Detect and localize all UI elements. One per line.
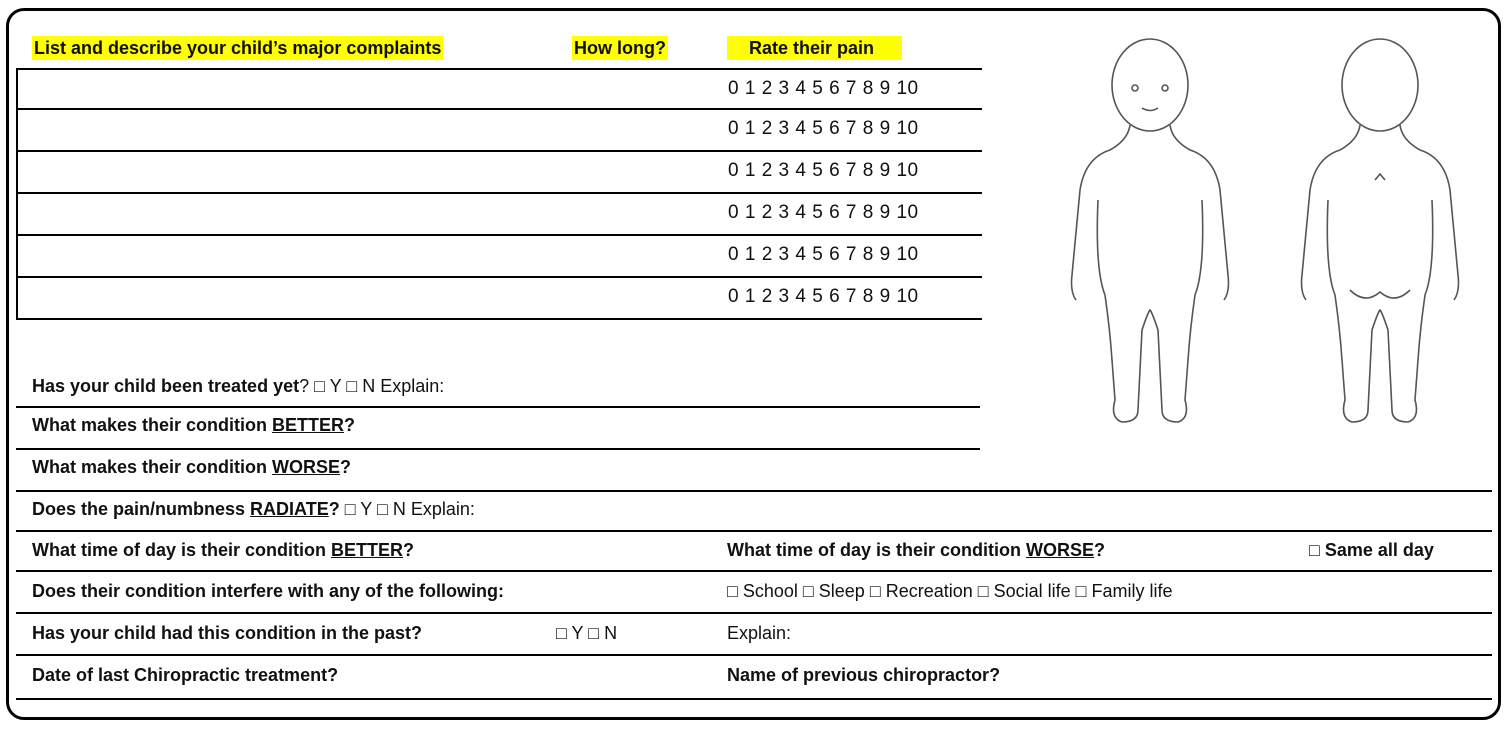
complaint-row[interactable] <box>18 152 982 194</box>
complaint-row[interactable] <box>18 110 982 152</box>
better-question: What makes their condition BETTER? <box>32 415 356 435</box>
front-body-figure <box>1072 39 1229 422</box>
pain-scale[interactable]: 0 1 2 3 4 5 6 7 8 9 10 <box>728 118 919 139</box>
last-treatment-question: Date of last Chiropractic treatment? <box>32 665 339 685</box>
time-better-question: What time of day is their condition BETTER? <box>32 540 415 560</box>
divider <box>16 490 1492 492</box>
complaint-row[interactable] <box>18 278 982 320</box>
pain-scale[interactable]: 0 1 2 3 4 5 6 7 8 9 10 <box>728 202 919 223</box>
same-all-day-checkbox[interactable]: □ Same all day <box>1309 540 1434 560</box>
past-options[interactable]: □ Y □ N <box>556 623 618 643</box>
divider <box>16 530 1492 532</box>
divider <box>16 612 1492 614</box>
complaint-row[interactable] <box>18 194 982 236</box>
divider <box>16 406 980 408</box>
pain-scale[interactable]: 0 1 2 3 4 5 6 7 8 9 10 <box>728 78 919 99</box>
divider <box>16 698 1492 700</box>
treated-question: Has your child been treated yet? □ Y □ N Explain: <box>32 376 445 396</box>
pain-scale[interactable]: 0 1 2 3 4 5 6 7 8 9 10 <box>728 160 919 181</box>
previous-chiropractor-question: Name of previous chiropractor? <box>727 665 1001 685</box>
treated-options[interactable]: □ Y □ N Explain: <box>314 376 445 396</box>
rate-pain-header: Rate their pain <box>727 36 902 60</box>
pain-scale[interactable]: 0 1 2 3 4 5 6 7 8 9 10 <box>728 244 919 265</box>
pain-scale[interactable]: 0 1 2 3 4 5 6 7 8 9 10 <box>728 286 919 307</box>
divider <box>16 654 1492 656</box>
divider <box>16 570 1492 572</box>
time-worse-question: What time of day is their condition WORSE? <box>727 540 1106 560</box>
complaint-row[interactable] <box>18 68 982 110</box>
radiate-options[interactable]: □ Y □ N Explain: <box>344 499 475 519</box>
complaints-header: List and describe your child’s major complaints <box>34 38 442 58</box>
complaints-table <box>16 68 982 320</box>
divider <box>16 448 980 450</box>
worse-question: What makes their condition WORSE? <box>32 457 352 477</box>
radiate-question: Does the pain/numbness RADIATE? □ Y □ N Explain: <box>32 499 475 519</box>
how-long-header: How long? <box>574 38 666 58</box>
interfere-question: Does their condition interfere with any of the following: <box>32 581 505 601</box>
past-question: Has your child had this condition in the past? <box>32 623 423 643</box>
past-explain-label: Explain: <box>727 623 792 643</box>
complaint-row[interactable] <box>18 236 982 278</box>
body-diagram[interactable] <box>1050 30 1490 440</box>
interfere-options[interactable]: □ School □ Sleep □ Recreation □ Social life □ Family life <box>727 581 1173 601</box>
back-body-figure <box>1302 39 1459 422</box>
